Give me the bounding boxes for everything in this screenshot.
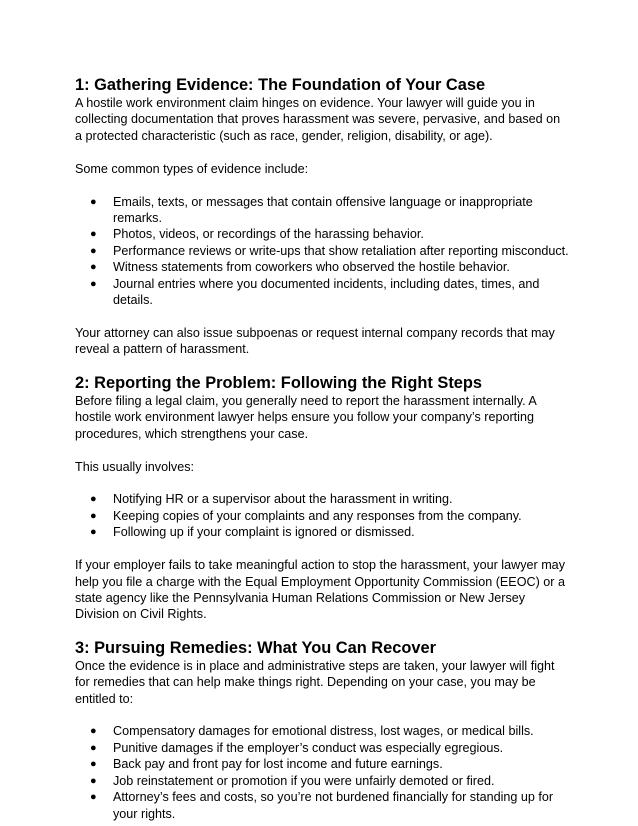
section-gathering-evidence: [75, 75, 570, 358]
section-pursuing-remedies: [75, 638, 570, 822]
section-outro: If your employer fails to take meaningful action to stop the harassment, your lawyer may help you file a charge with the Equal Employment Opportunity Commission (EEOC) or a state agency like the Pennsylvania Human Relations Commission or New Jersey Division on Civil Rights.: [75, 558, 565, 622]
section-heading: 3: Pursuing Remedies: What You Can Recover: [75, 638, 436, 657]
section-intro: Before filing a legal claim, you generally need to report the harassment internally. A hostile work environment lawyer helps ensure you follow your company’s reporting procedures, which strengthens your case.: [75, 393, 537, 441]
bullet-icon: ●: [90, 774, 97, 787]
bullet-icon: ●: [90, 526, 97, 539]
list-item: ● Punitive damages if the employer’s conduct was especially egregious.: [90, 740, 504, 755]
document-page: [75, 75, 570, 822]
section-intro: Once the evidence is in place and administrative steps are taken, your lawyer will fight for remedies that can help make things right. Depending on your case, you may be entitled to:: [75, 658, 555, 706]
list-item: ● Back pay and front pay for lost income and future earnings.: [90, 757, 443, 772]
list-item: ● Keeping copies of your complaints and any responses from the company.: [90, 508, 522, 523]
list-item: ● Job reinstatement or promotion if you were unfairly demoted or fired.: [90, 773, 495, 788]
list-item: ● Emails, texts, or messages that contain offensive language or inappropriate remarks.: [90, 194, 533, 226]
section-heading: 2: Reporting the Problem: Following the Right Steps: [75, 373, 483, 392]
section-reporting-problem: [75, 373, 570, 623]
list-item: ● Performance reviews or write-ups that show retaliation after reporting misconduct.: [90, 243, 569, 258]
section-lead: Some common types of evidence include:: [75, 161, 309, 176]
list-item: ● Attorney’s fees and costs, so you’re not burdened financially for standing up for your rights.: [90, 790, 554, 821]
evidence-list: [75, 194, 570, 309]
bullet-icon: ●: [90, 791, 97, 804]
list-item: ● Photos, videos, or recordings of the harassing behavior.: [90, 227, 424, 242]
list-item: ● Notifying HR or a supervisor about the harassment in writing.: [90, 492, 453, 507]
section-heading: 1: Gathering Evidence: The Foundation of Your Case: [75, 76, 486, 94]
section-outro: Your attorney can also issue subpoenas or request internal company records that may reveal a pattern of harassment.: [75, 325, 555, 357]
bullet-icon: ●: [90, 725, 97, 738]
list-item: ● Witness statements from coworkers who observed the hostile behavior.: [90, 260, 510, 275]
remedies-list: [75, 723, 570, 821]
bullet-icon: ●: [90, 277, 97, 290]
bullet-icon: ●: [90, 228, 97, 241]
bullet-icon: ●: [90, 758, 97, 771]
list-item: ● Journal entries where you documented incidents, including dates, times, and details.: [90, 276, 540, 308]
bullet-icon: ●: [90, 244, 97, 257]
list-item: ● Following up if your complaint is ignored or dismissed.: [90, 525, 415, 540]
list-item: ● Compensatory damages for emotional distress, lost wages, or medical bills.: [90, 724, 534, 739]
section-lead: This usually involves:: [75, 459, 194, 474]
bullet-icon: ●: [90, 493, 97, 506]
bullet-icon: ●: [90, 261, 97, 274]
bullet-icon: ●: [90, 509, 97, 522]
section-intro: A hostile work environment claim hinges on evidence. Your lawyer will guide you in collecting documentation that proves harassment was severe, pervasive, and based on a protected characteristic (such as race, gender, religion, disability, or age).: [75, 96, 561, 143]
bullet-icon: ●: [90, 741, 97, 754]
bullet-icon: ●: [90, 195, 97, 208]
reporting-steps-list: [75, 491, 570, 540]
